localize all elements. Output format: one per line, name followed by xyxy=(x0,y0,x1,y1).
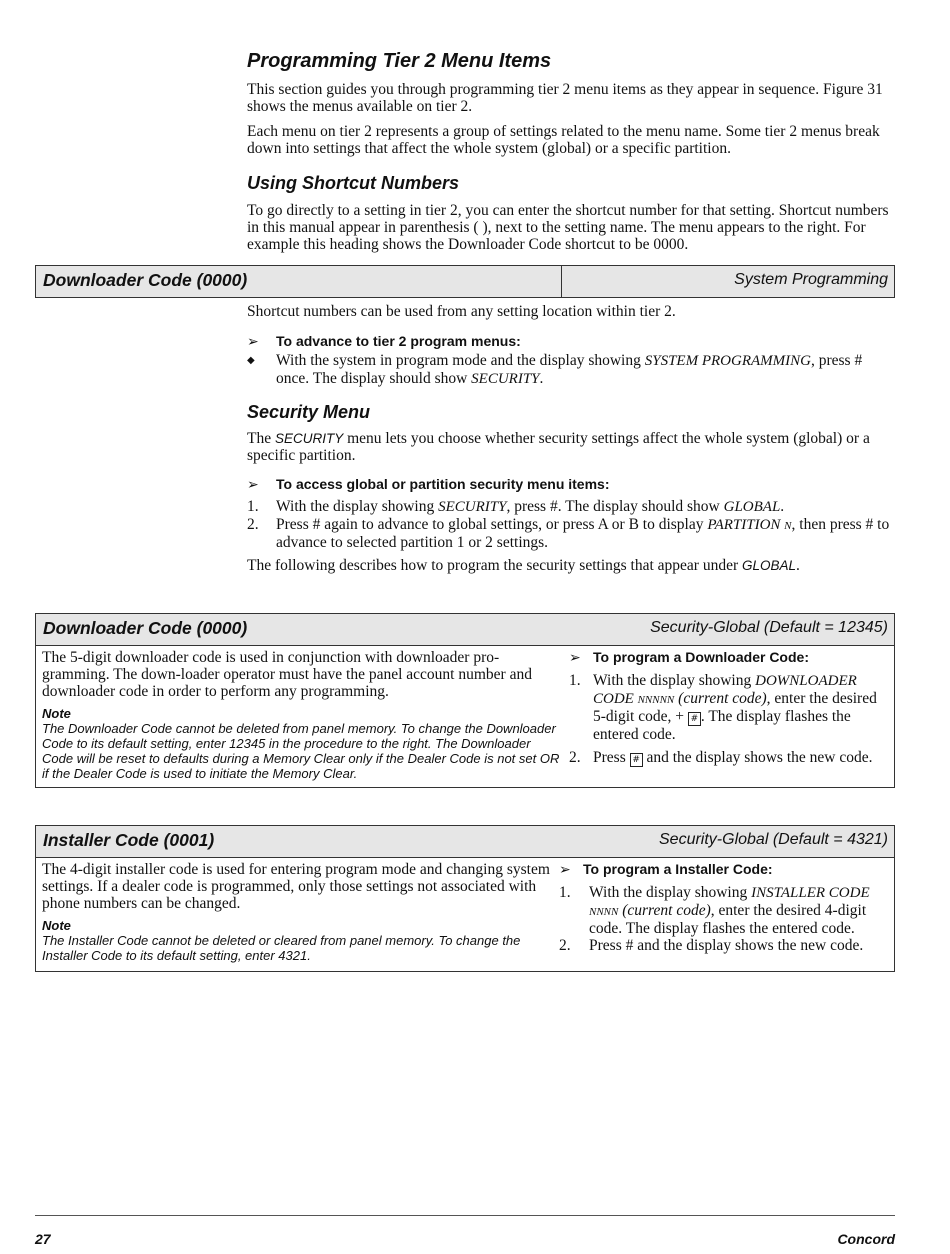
step-number: 2. xyxy=(559,937,571,954)
shortcut-note: Shortcut numbers can be used from any setting location within tier 2. xyxy=(247,303,676,320)
advance-text-a: With the system in program mode and the display showing xyxy=(276,352,645,369)
step-text: With the display showing xyxy=(593,672,756,689)
advance-procedure-heading xyxy=(247,333,521,351)
installer-description: The 4-digit installer code is used for entering program mode and changing system settings. If a dealer code is programmed, only those settings not associated with phone numbers can be changed. xyxy=(42,861,550,912)
step-number: 2. xyxy=(569,749,581,766)
display-text: GLOBAL xyxy=(723,499,781,515)
installer-description-column xyxy=(42,861,552,963)
arrow-right-icon: ➢ xyxy=(247,477,259,493)
step-text: , press #. The display should show xyxy=(506,498,724,515)
security-paragraph xyxy=(247,430,897,464)
step-text: Press # and the display shows the new code. xyxy=(589,937,864,954)
note-label: Note xyxy=(42,918,71,933)
step-number: 2. xyxy=(247,516,259,533)
display-text: SECURITY xyxy=(471,371,540,387)
display-text: INSTALLER CODE nnnn xyxy=(589,885,870,919)
intro-paragraph-2: Each menu on tier 2 represents a group of settings related to the menu name. Some tier 2 menus break down into settings that affect the whole system (global) or a specific partition. xyxy=(247,123,880,157)
list-item xyxy=(569,672,889,743)
example-setting-bar xyxy=(35,265,895,298)
list-item xyxy=(559,884,889,937)
example-setting-menu: System Programming xyxy=(734,271,888,288)
security-follow-text xyxy=(247,557,897,574)
installer-steps xyxy=(559,884,889,954)
bar-divider xyxy=(561,266,562,297)
step-text: and the display shows the new code. xyxy=(642,749,873,766)
diamond-bullet-icon: ◆ xyxy=(247,355,255,366)
downloader-steps xyxy=(569,672,889,767)
page-number: 27 xyxy=(35,1231,51,1247)
menu-name: SECURITY xyxy=(274,431,344,446)
hash-key-icon: # xyxy=(630,753,643,767)
follow-a: The following describes how to program the security settings that appear under xyxy=(247,557,743,574)
security-para-a: The xyxy=(247,430,275,447)
step-text: With the display showing xyxy=(276,498,439,515)
step-text: Press # again to advance to global settings, or press A or B to display xyxy=(276,516,708,533)
downloader-procedure-heading xyxy=(569,649,891,667)
product-name: Concord xyxy=(837,1231,895,1247)
advance-text-b: , press # once. The display should show xyxy=(276,352,863,387)
advance-steps xyxy=(247,352,897,388)
downloader-procedure-column xyxy=(569,649,891,767)
arrow-right-icon: ➢ xyxy=(559,862,571,878)
display-text: PARTITION n xyxy=(707,517,792,533)
follow-b: . xyxy=(796,557,800,574)
step-italic: (current code) xyxy=(674,690,767,707)
shortcut-heading: Using Shortcut Numbers xyxy=(247,173,460,193)
section-title: Programming Tier 2 Menu Items xyxy=(247,50,552,72)
security-para-b: menu lets you choose whether security settings affect the whole system (global) or a specific partition. xyxy=(247,430,870,464)
installer-code-body xyxy=(35,857,895,972)
display-text: SYSTEM PROGRAMMING xyxy=(644,353,811,369)
list-item xyxy=(247,352,897,388)
hash-key-icon: # xyxy=(688,712,701,726)
step-number: 1. xyxy=(559,884,571,901)
installer-proc-text: To program a Installer Code: xyxy=(583,861,773,877)
display-text: DOWNLOADER CODE nnnnn xyxy=(593,673,857,707)
list-item xyxy=(247,498,897,516)
display-text: SECURITY xyxy=(438,499,507,515)
downloader-description-column xyxy=(42,649,560,781)
step-text: . xyxy=(780,498,785,515)
step-text: With the display showing xyxy=(589,884,752,901)
security-menu-heading: Security Menu xyxy=(247,402,371,422)
installer-procedure-column xyxy=(559,861,891,954)
installer-code-title: Installer Code (0001) xyxy=(43,830,215,850)
step-text: , enter the desired 5-digit code, + xyxy=(593,690,877,725)
list-item xyxy=(559,937,889,954)
advance-heading-text: To advance to tier 2 program menus: xyxy=(276,333,521,349)
shortcut-paragraph: To go directly to a setting in tier 2, you can enter the shortcut number for that setting. Shortcut numbers in this manual appear in parenthesis ( ), next to the setting name. The menu appears to the right. For example this heading shows the Downloader Code shortcut to be 0000. xyxy=(247,202,889,253)
intro-paragraph-1: This section guides you through programming tier 2 menu items as they appear in sequence. Figure 31 shows the menus available on tier 2. xyxy=(247,81,883,115)
footer-rule xyxy=(35,1215,895,1216)
security-proc-text: To access global or partition security menu items: xyxy=(276,476,610,492)
note-label: Note xyxy=(42,706,71,721)
example-setting-title: Downloader Code (0000) xyxy=(43,270,248,290)
installer-code-menu: Security-Global (Default = 4321) xyxy=(659,831,888,848)
arrow-right-icon: ➢ xyxy=(569,650,581,666)
downloader-code-title: Downloader Code (0000) xyxy=(43,618,248,638)
list-item xyxy=(569,749,889,767)
downloader-code-bar xyxy=(35,613,895,646)
installer-note: The Installer Code cannot be deleted or cleared from panel memory. To change the Installer Code to its default setting, enter 4321. xyxy=(42,933,521,963)
step-number: 1. xyxy=(569,672,581,689)
security-steps xyxy=(247,498,897,551)
downloader-code-menu: Security-Global (Default = 12345) xyxy=(650,619,888,636)
step-text: Press xyxy=(593,749,630,766)
security-procedure-heading xyxy=(247,476,610,494)
step-number: 1. xyxy=(247,498,259,515)
downloader-description: The 5-digit downloader code is used in conjunction with downloader pro-gramming. The down-loader operator must have the panel account number and downloader code in order to perform any programming. xyxy=(42,649,532,700)
arrow-right-icon: ➢ xyxy=(247,334,259,350)
downloader-note: The Downloader Code cannot be deleted from panel memory. To change the Downloader Code to its default setting, enter 12345 in the procedure to the right. The Downloader Code will be reset to defaults during a Memory Clear only if the Dealer Code is not set OR if the Dealer Code is used to initiate the Memory Clear. xyxy=(42,721,560,781)
list-item xyxy=(247,516,897,551)
advance-text-c: . xyxy=(539,370,544,387)
display-text: GLOBAL xyxy=(742,558,797,573)
downloader-proc-text: To program a Downloader Code: xyxy=(593,649,809,665)
step-text: , then press # to advance to selected partition 1 or 2 settings. xyxy=(276,516,890,551)
step-text: . The display flashes the entered code. xyxy=(593,708,851,743)
installer-procedure-heading xyxy=(559,861,891,879)
step-italic: (current code) xyxy=(618,902,711,919)
downloader-code-body xyxy=(35,645,895,788)
installer-code-bar xyxy=(35,825,895,858)
step-text: , enter the desired 4-digit code. The display flashes the entered code. xyxy=(589,902,867,937)
